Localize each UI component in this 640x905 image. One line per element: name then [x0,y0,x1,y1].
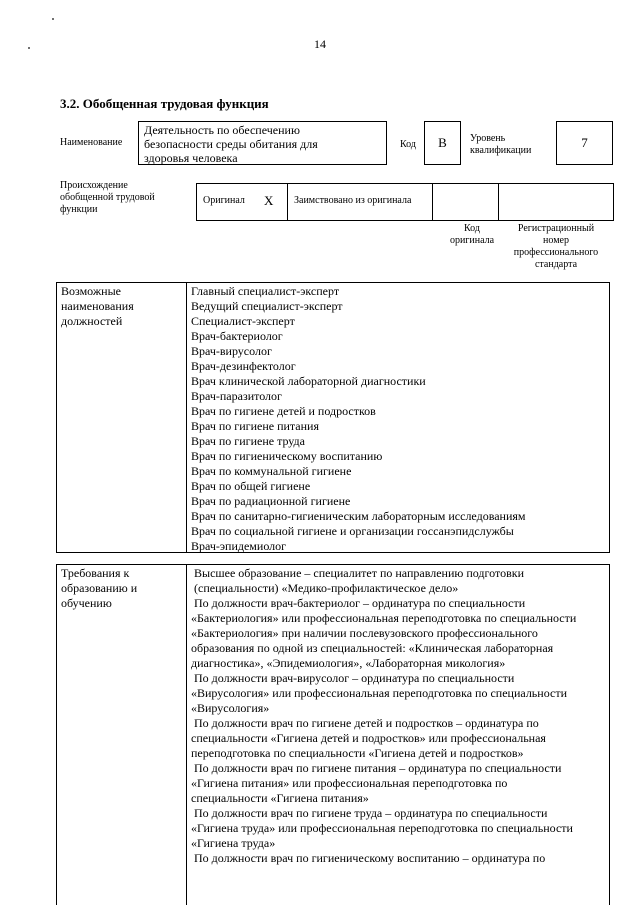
reg-num-label [500,223,612,271]
origin-label [60,180,155,216]
position-item: Врач клинической лабораторной диагностики [191,374,426,388]
education-line: «Бактериология» или профессиональная переподготовка по специальности [191,611,577,625]
position-item: Врач по гигиене труда [191,434,305,448]
position-item: Врач-эпидемиолог [191,539,287,553]
reg-num-label-line: профессионального [513,247,599,258]
positions-label-line: Возможные [61,284,121,298]
level-label [470,133,531,157]
reg-num-label-line: Регистрационный [517,223,595,234]
position-item: Врач по коммунальной гигиене [191,464,352,478]
name-label: Наименование [60,137,123,148]
education-line: По должности врач по гигиеническому воспитанию – ординатура по [191,851,546,865]
position-item: Врач по гигиеническому воспитанию [191,449,383,463]
positions-label-line: должностей [61,314,123,328]
reg-num-label-line: номер [543,235,569,246]
level-label-line: квалификации [470,145,532,156]
origin-label-line: обобщенной трудовой [60,192,155,203]
education-line: (специальности) «Медико-профилактическое дело» [191,581,459,595]
education-line: По должности врач по гигиене питания – ординатура по специальности [191,761,562,775]
position-item: Врач-дезинфектолог [191,359,296,373]
education-line: Высшее образование – специалитет по направлению подготовки [191,566,525,580]
position-item: Ведущий специалист-эксперт [191,299,343,313]
positions-label-line: наименования [61,299,134,313]
page-number: 14 [314,37,326,51]
position-item: Врач по санитарно-гигиеническим лабораторным исследованиям [191,509,526,523]
education-line: По должности врач по гигиене детей и подростков – ординатура по [191,716,539,730]
education-line: «Вирусология» или профессиональная переподготовка по специальности [191,686,567,700]
education-line: «Вирусология» [191,701,270,715]
education-text [191,566,605,866]
position-item: Врач-вирусолог [191,344,272,358]
positions-table [56,282,610,553]
reg-num-label-line: стандарта [534,259,578,270]
education-line: «Бактериология» при наличии послевузовского профессионального [191,626,538,640]
code-label: Код [400,139,416,150]
education-line: «Гигиена труда» или профессиональная переподготовка по специальности [191,821,573,835]
origin-row [196,183,614,221]
scan-dot [52,18,54,20]
education-line: переподготовка по специальности «Гигиена детей и подростков» [191,746,524,760]
education-line: специальности «Гигиена детей и подростков» или профессиональная [191,731,546,745]
education-line: По должности врач-бактериолог – ординатура по специальности [191,596,526,610]
education-label-line: образованию и [61,581,138,595]
education-label-line: Требования к [61,566,130,580]
original-label: Оригинал [203,195,245,206]
education-label [61,566,181,611]
education-line: образования по одной из специальностей: «Клиническая лабораторная [191,641,554,655]
level-value: 7 [581,135,588,150]
position-item: Врач-бактериолог [191,329,283,343]
code-orig-label-line: оригинала [449,235,495,246]
level-value-box [556,121,613,165]
code-value-box [424,121,461,165]
education-line: диагностика», «Эпидемиология», «Лабораторная микология» [191,656,506,670]
original-mark: X [264,193,274,208]
section-title: 3.2. Обобщенная трудовая функция [60,96,269,111]
code-value: В [438,135,447,150]
positions-label [61,284,181,329]
positions-list [191,284,605,554]
position-item: Врач по гигиене питания [191,419,319,433]
position-item: Врач по общей гигиене [191,479,311,493]
position-item: Врач по гигиене детей и подростков [191,404,376,418]
education-line: По должности врач по гигиене труда – ординатура по специальности [191,806,548,820]
origin-label-line: функции [60,204,98,215]
education-line: По должности врач-вирусолог – ординатура по специальности [191,671,515,685]
borrowed-label: Заимствовано из оригинала [294,195,412,206]
education-line: «Гигиена питания» или профессиональная переподготовка по [191,776,508,790]
name-value-box [138,121,387,165]
education-line: «Гигиена труда» [191,836,276,850]
education-line: специальности «Гигиена питания» [191,791,369,805]
position-item: Врач-паразитолог [191,389,282,403]
position-item: Врач по социальной гигиене и организации госсанэпидслужбы [191,524,514,538]
level-label-line: Уровень [470,133,506,144]
name-value-line: Деятельность по обеспечению [144,123,300,137]
position-item: Специалист-эксперт [191,314,295,328]
name-value-line: здоровья человека [144,151,238,165]
code-orig-label-line: Код [464,223,480,234]
position-item: Главный специалист-эксперт [191,284,340,298]
education-table [56,564,610,905]
position-item: Врач по радиационной гигиене [191,494,351,508]
education-label-line: обучению [61,596,112,610]
origin-label-line: Происхождение [60,180,128,191]
name-value-line: безопасности среды обитания для [144,137,318,151]
